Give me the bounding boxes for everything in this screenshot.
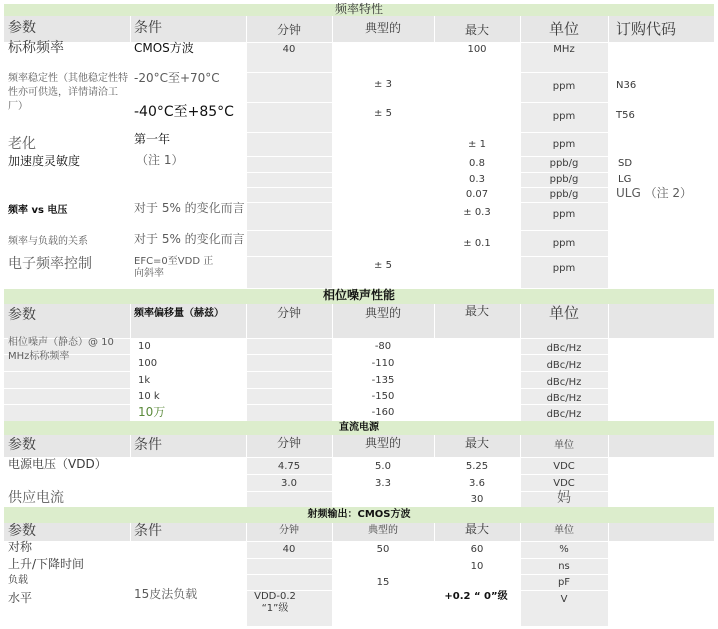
stability-unit-1: ppm — [552, 81, 576, 92]
dc-header-typ: 典型的 — [364, 436, 401, 450]
aging-unit: ppm — [552, 139, 576, 150]
phase-offset-10: 10 — [138, 341, 151, 352]
phase-header-min: 分钟 — [276, 306, 301, 320]
dc-header-max: 最大 — [464, 436, 489, 450]
stability-code-2: T56 — [616, 110, 635, 121]
freq-vs-load-label: 频率与负载的关系 — [8, 236, 88, 247]
phase-typ-10: -80 — [374, 341, 392, 352]
accel-code-ulg: ULG （注 2） — [616, 186, 693, 200]
phase-offset-1k: 1k — [138, 375, 151, 386]
symmetry-unit: % — [559, 544, 569, 555]
load-label: 负载 — [8, 575, 28, 586]
level-label: 水平 — [8, 591, 33, 605]
load-unit: pF — [557, 577, 571, 588]
col-header-order-code: 订购代码 — [616, 20, 677, 38]
accel-label: 加速度灵敏度 — [8, 154, 81, 168]
nominal-freq-min: 40 — [282, 44, 296, 55]
rf-header-unit: 单位 — [554, 525, 574, 536]
level-min: VDD-0.2 “1”级 — [254, 591, 296, 614]
accel-unit-lg: ppb/g — [549, 174, 579, 185]
accel-note: （注 1） — [136, 153, 184, 167]
freq-vs-load-max: ± 0.1 — [463, 238, 491, 249]
phase-section-title: 相位噪声性能 — [322, 288, 395, 302]
symmetry-typ: 50 — [376, 544, 390, 555]
freq-section-title: 频率特性 — [334, 2, 383, 16]
rf-header-max: 最大 — [464, 522, 489, 536]
freq-vs-load-condition: 对于 5% 的变化而言 — [134, 232, 245, 246]
phase-header-unit: 单位 — [548, 304, 579, 322]
supply-voltage-max-2: 3.6 — [469, 478, 485, 489]
accel-code-sd: SD — [618, 158, 633, 169]
efc-unit: ppm — [552, 263, 576, 274]
rf-header-condition: 条件 — [134, 523, 162, 539]
col-header-unit: 单位 — [548, 20, 579, 38]
rise-fall-max: 10 — [470, 561, 484, 572]
phase-unit-1k: dBc/Hz — [546, 377, 582, 388]
col-header-min: 分钟 — [276, 23, 301, 37]
phase-unit-100k: dBc/Hz — [546, 409, 582, 420]
aging-max: ± 1 — [468, 139, 486, 150]
symmetry-min: 40 — [282, 544, 296, 555]
phase-typ-100: -110 — [371, 358, 395, 369]
stability-label: 频率稳定性（其他稳定性特性亦可供选，详情请洽工厂） — [8, 73, 128, 112]
supply-voltage-typ-1: 5.0 — [375, 461, 391, 472]
phase-unit-10k: dBc/Hz — [546, 393, 582, 404]
phase-noise-label: 相位噪声（静态）@ 10 MHz标称频率 — [8, 337, 114, 362]
symmetry-label: 对称 — [8, 540, 33, 554]
nominal-freq-label: 标称频率 — [8, 40, 64, 56]
supply-voltage-unit-2: VDC — [553, 478, 575, 489]
col-header-condition: 条件 — [134, 20, 162, 36]
supply-voltage-max-1: 5.25 — [465, 461, 489, 472]
stability-code-1: N36 — [616, 80, 637, 91]
phase-offset-100: 100 — [138, 358, 158, 369]
phase-header-offset: 频率偏移量（赫兹） — [134, 308, 224, 319]
accel-max-ulg: 0.07 — [465, 189, 489, 200]
supply-voltage-min-2: 3.0 — [281, 478, 297, 489]
phase-header-max: 最大 — [464, 304, 489, 318]
aging-condition: 第一年 — [134, 132, 171, 146]
rf-header-min: 分钟 — [279, 525, 299, 536]
level-condition: 15皮法负载 — [134, 587, 198, 601]
col-header-max: 最大 — [464, 23, 489, 37]
phase-unit-10: dBc/Hz — [546, 343, 582, 354]
stability-cond-2: -40°C至+85°C — [134, 104, 234, 120]
dc-header-unit: 单位 — [554, 440, 574, 451]
stability-cond-1: -20°C至+70°C — [134, 71, 220, 85]
phase-header-typ: 典型的 — [364, 306, 401, 320]
spec-sheet — [4, 4, 714, 626]
phase-typ-10k: -150 — [371, 391, 395, 402]
symmetry-max: 60 — [470, 544, 484, 555]
rf-header-typ: 典型的 — [368, 525, 398, 536]
dc-header-condition: 条件 — [134, 437, 162, 453]
efc-label: 电子频率控制 — [8, 256, 92, 272]
freq-vs-voltage-condition: 对于 5% 的变化而言 — [134, 201, 245, 215]
freq-vs-voltage-label: 频率 vs 电压 — [8, 205, 68, 216]
nominal-freq-unit: MHz — [553, 44, 575, 55]
supply-current-unit: 妈 — [557, 490, 571, 506]
phase-header-param: 参数 — [8, 307, 36, 323]
supply-voltage-typ-2: 3.3 — [375, 478, 391, 489]
dc-header-param: 参数 — [8, 437, 36, 453]
accel-unit-ulg: ppb/g — [549, 189, 579, 200]
efc-condition: EFC=0至VDD 正向斜率 — [134, 256, 214, 279]
freq-vs-voltage-unit: ppm — [552, 209, 576, 220]
aging-label: 老化 — [8, 136, 36, 152]
dc-header-min: 分钟 — [276, 436, 301, 450]
accel-max-sd: 0.8 — [469, 158, 485, 169]
phase-typ-100k: -160 — [371, 407, 395, 418]
level-unit: V — [560, 594, 568, 605]
supply-current-max: 30 — [470, 494, 484, 505]
accel-max-lg: 0.3 — [469, 174, 485, 185]
supply-voltage-label: 电源电压（VDD） — [8, 457, 107, 471]
efc-typ: ± 5 — [374, 260, 392, 271]
freq-vs-load-unit: ppm — [552, 238, 576, 249]
accel-unit-sd: ppb/g — [549, 158, 579, 169]
nominal-freq-condition: CMOS方波 — [134, 41, 194, 55]
col-header-typ: 典型的 — [364, 21, 401, 35]
rise-fall-unit: ns — [558, 561, 570, 572]
dc-section-title: 直流电源 — [339, 422, 379, 433]
stability-unit-2: ppm — [552, 111, 576, 122]
rf-header-param: 参数 — [8, 523, 36, 539]
phase-offset-100k: 10万 — [138, 405, 166, 419]
supply-voltage-unit-1: VDC — [553, 461, 575, 472]
supply-voltage-min-1: 4.75 — [277, 461, 301, 472]
stability-typ-2: ± 5 — [374, 108, 392, 119]
rise-fall-label: 上升/下降时间 — [8, 557, 85, 571]
supply-current-label: 供应电流 — [8, 490, 64, 506]
phase-unit-100: dBc/Hz — [546, 360, 582, 371]
level-max: +0.2 “ 0”级 — [444, 591, 508, 602]
stability-typ-1: ± 3 — [374, 79, 392, 90]
load-typ: 15 — [376, 577, 390, 588]
col-header-param: 参数 — [8, 20, 36, 36]
freq-vs-voltage-max: ± 0.3 — [463, 207, 491, 218]
phase-typ-1k: -135 — [371, 375, 395, 386]
rf-section-title: 射频输出：CMOS方波 — [307, 509, 411, 520]
nominal-freq-max: 100 — [467, 44, 487, 55]
phase-offset-10k: 10 k — [138, 391, 160, 402]
accel-code-lg: LG — [618, 174, 632, 185]
